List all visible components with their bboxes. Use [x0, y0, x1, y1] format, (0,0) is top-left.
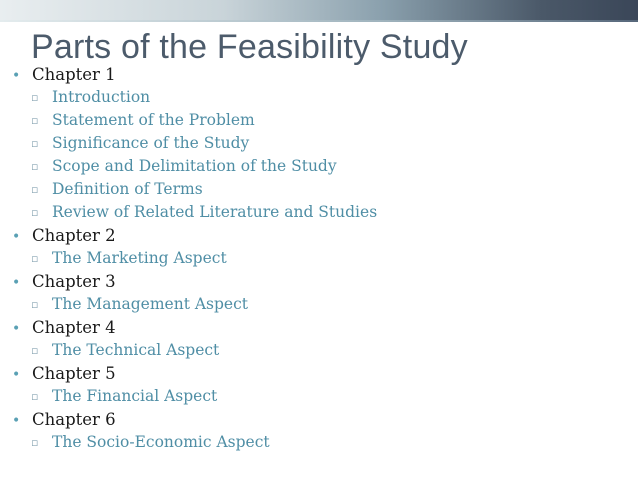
sub-item-label: Scope and Delimitation of the Study: [52, 157, 337, 175]
sub-item: [12, 293, 622, 316]
chapter-label: Chapter 4: [32, 318, 116, 337]
chapter-item: [12, 362, 622, 385]
sub-item: [12, 339, 622, 362]
bullet-square-icon: ▫: [31, 344, 39, 357]
sub-item: [12, 86, 622, 109]
slide-header-strip: [0, 20, 638, 22]
sub-item-label: Definition of Terms: [52, 180, 203, 198]
sub-item: [12, 109, 622, 132]
bullet-square-icon: ▫: [31, 114, 39, 127]
sub-item: [12, 385, 622, 408]
sub-item-label: Introduction: [52, 88, 151, 106]
bullet-square-icon: ▫: [31, 183, 39, 196]
bullet-dot-icon: •: [12, 229, 21, 245]
bullet-square-icon: ▫: [31, 137, 39, 150]
sub-item-label: Statement of the Problem: [52, 111, 255, 129]
chapter-block: [12, 408, 622, 454]
bullet-dot-icon: •: [12, 321, 21, 337]
chapter-block: [12, 316, 622, 362]
bullet-square-icon: ▫: [31, 298, 39, 311]
sub-item-label: The Financial Aspect: [52, 387, 218, 405]
sub-item: [12, 201, 622, 224]
chapter-item: [12, 270, 622, 293]
chapter-block: [12, 270, 622, 316]
sub-item: [12, 247, 622, 270]
bullet-list: [12, 63, 622, 454]
bullet-square-icon: ▫: [31, 390, 39, 403]
bullet-square-icon: ▫: [31, 436, 39, 449]
sub-item-label: The Management Aspect: [52, 295, 249, 313]
sub-item-label: Review of Related Literature and Studies: [52, 203, 378, 221]
bullet-square-icon: ▫: [31, 91, 39, 104]
sub-item-label: The Marketing Aspect: [52, 249, 227, 267]
sub-item: [12, 155, 622, 178]
chapter-label: Chapter 1: [32, 65, 116, 84]
chapter-label: Chapter 2: [32, 226, 116, 245]
chapter-label: Chapter 6: [32, 410, 116, 429]
bullet-dot-icon: •: [12, 367, 21, 383]
chapter-label: Chapter 3: [32, 272, 116, 291]
bullet-dot-icon: •: [12, 275, 21, 291]
chapter-block: [12, 224, 622, 270]
bullet-square-icon: ▫: [31, 160, 39, 173]
chapter-item: [12, 63, 622, 86]
bullet-dot-icon: •: [12, 68, 21, 84]
bullet-square-icon: ▫: [31, 206, 39, 219]
slide-title: Parts of the Feasibility Study: [31, 28, 468, 66]
chapter-item: [12, 224, 622, 247]
sub-item-label: Significance of the Study: [52, 134, 250, 152]
chapter-block: [12, 362, 622, 408]
chapter-item: [12, 316, 622, 339]
sub-item-label: The Socio-Economic Aspect: [52, 433, 270, 451]
chapter-block: [12, 63, 622, 224]
sub-item: [12, 178, 622, 201]
sub-item-label: The Technical Aspect: [52, 341, 220, 359]
slide-header-bar: [0, 0, 638, 20]
bullet-dot-icon: •: [12, 413, 21, 429]
chapter-item: [12, 408, 622, 431]
sub-item: [12, 431, 622, 454]
sub-item: [12, 132, 622, 155]
bullet-square-icon: ▫: [31, 252, 39, 265]
chapter-label: Chapter 5: [32, 364, 116, 383]
